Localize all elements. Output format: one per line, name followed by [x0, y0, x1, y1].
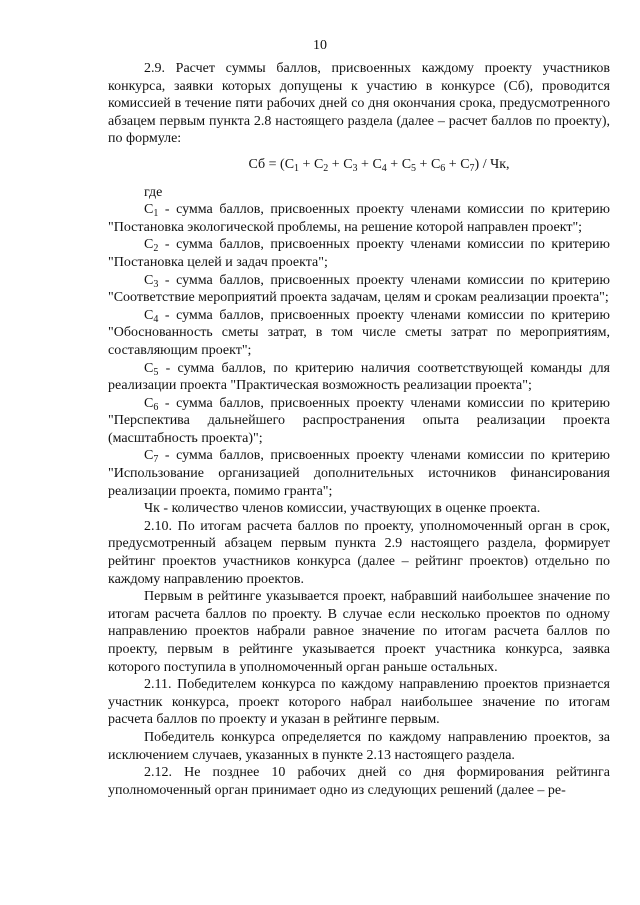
criterion-c2: $С_2$ - сумма баллов, присвоенных проекту членами комиссии по критерию "Постановка целей и задач проекта";: [108, 237, 610, 270]
criterion-c1: $С_1$ - сумма баллов, присвоенных проекту членами комиссии по критерию "Постановка экологической проблемы, на решение которой направлен проект";: [108, 202, 610, 235]
document-body: [108, 60, 610, 799]
criterion-c4: $С_4$ - сумма баллов, присвоенных проекту членами комиссии по критерию "Обоснованность сметы затрат, в том числе сметы затрат по мероприятиям, составляющим проект";: [108, 307, 610, 358]
paragraph-2-12: 2.12. Не позднее 10 рабочих дней со дня формирования рейтинга уполномоченный орган принимает одно из следующих решений (далее – ре-: [108, 765, 610, 798]
where-label: где: [144, 184, 163, 200]
criterion-c5: $С_5$ - сумма баллов, по критерию наличия соответствующей команды для реализации проекта "Практическая возможность реализации проекта";: [108, 360, 610, 394]
paragraph-2-11: 2.11. Победителем конкурса по каждому направлению проектов признается участник конкурса, проект которого набрал наибольшее значение по итогам расчета баллов по проекту и указан в рейтинге первым.: [108, 677, 610, 728]
page-number: 10: [313, 38, 327, 53]
criterion-c3: $С_3$ - сумма баллов, присвоенных проекту членами комиссии по критерию "Соответствие мероприятий проекта задачам, целям и срокам реализации проекта";: [108, 272, 610, 306]
paragraph-ranking-first: Первым в рейтинге указывается проект, набравший наибольшее значение по итогам расчета баллов по проекту. В случае если несколько проектов по одному направлению проектов набрали равное значение по итогам расчета баллов по проекту, первым в рейтинге указывается проект участника конкурса, заявка которого поступила в уполномоченный орган раньше остальных.: [108, 589, 610, 675]
formula-lhs: Сб = (: [248, 156, 285, 172]
paragraph-2-9: 2.9. Расчет суммы баллов, присвоенных каждому проекту участников конкурса, заявки которых допущены к участию в конкурсе (Сб), проводится комиссией в течение пяти рабочих дней со дня окончания срока, предусмотренного абзацем первым пункта 2.8 настоящего раздела (далее – расчет баллов по проекту), по формуле:: [108, 61, 610, 147]
paragraph-winner: Победитель конкурса определяется по каждому направлению проектов, за исключением случаев, указанных в пункте 2.13 настоящего раздела.: [108, 729, 610, 763]
formula-rhs: ) / Чк,: [474, 156, 510, 172]
score-formula: Сб = $(С_1 + С_2 + С_3 + С_4 + С_5 + С_6 + С_7)$ / Чк,: [248, 156, 510, 174]
members-count-definition: Чк - количество членов комиссии, участвующих в оценке проекта.: [144, 501, 541, 517]
paragraph-2-10: 2.10. По итогам расчета баллов по проекту, уполномоченный орган в срок, предусмотренный абзацем первым пункта 2.9 настоящего раздела, формирует рейтинг проектов участников конкурса (далее – рейтинг проектов) отдельно по каждому направлению проектов.: [108, 518, 610, 587]
criterion-c7: $С_7$ - сумма баллов, присвоенных проекту членами комиссии по критерию "Использование организацией дополнительных источников финансирования реализации проекта, помимо гранта";: [108, 448, 610, 499]
criterion-c6: $С_6$ - сумма баллов, присвоенных проекту членами комиссии по критерию "Перспектива дальнейшего распространения опыта реализации проекта (масштабность проекта)";: [108, 395, 610, 446]
